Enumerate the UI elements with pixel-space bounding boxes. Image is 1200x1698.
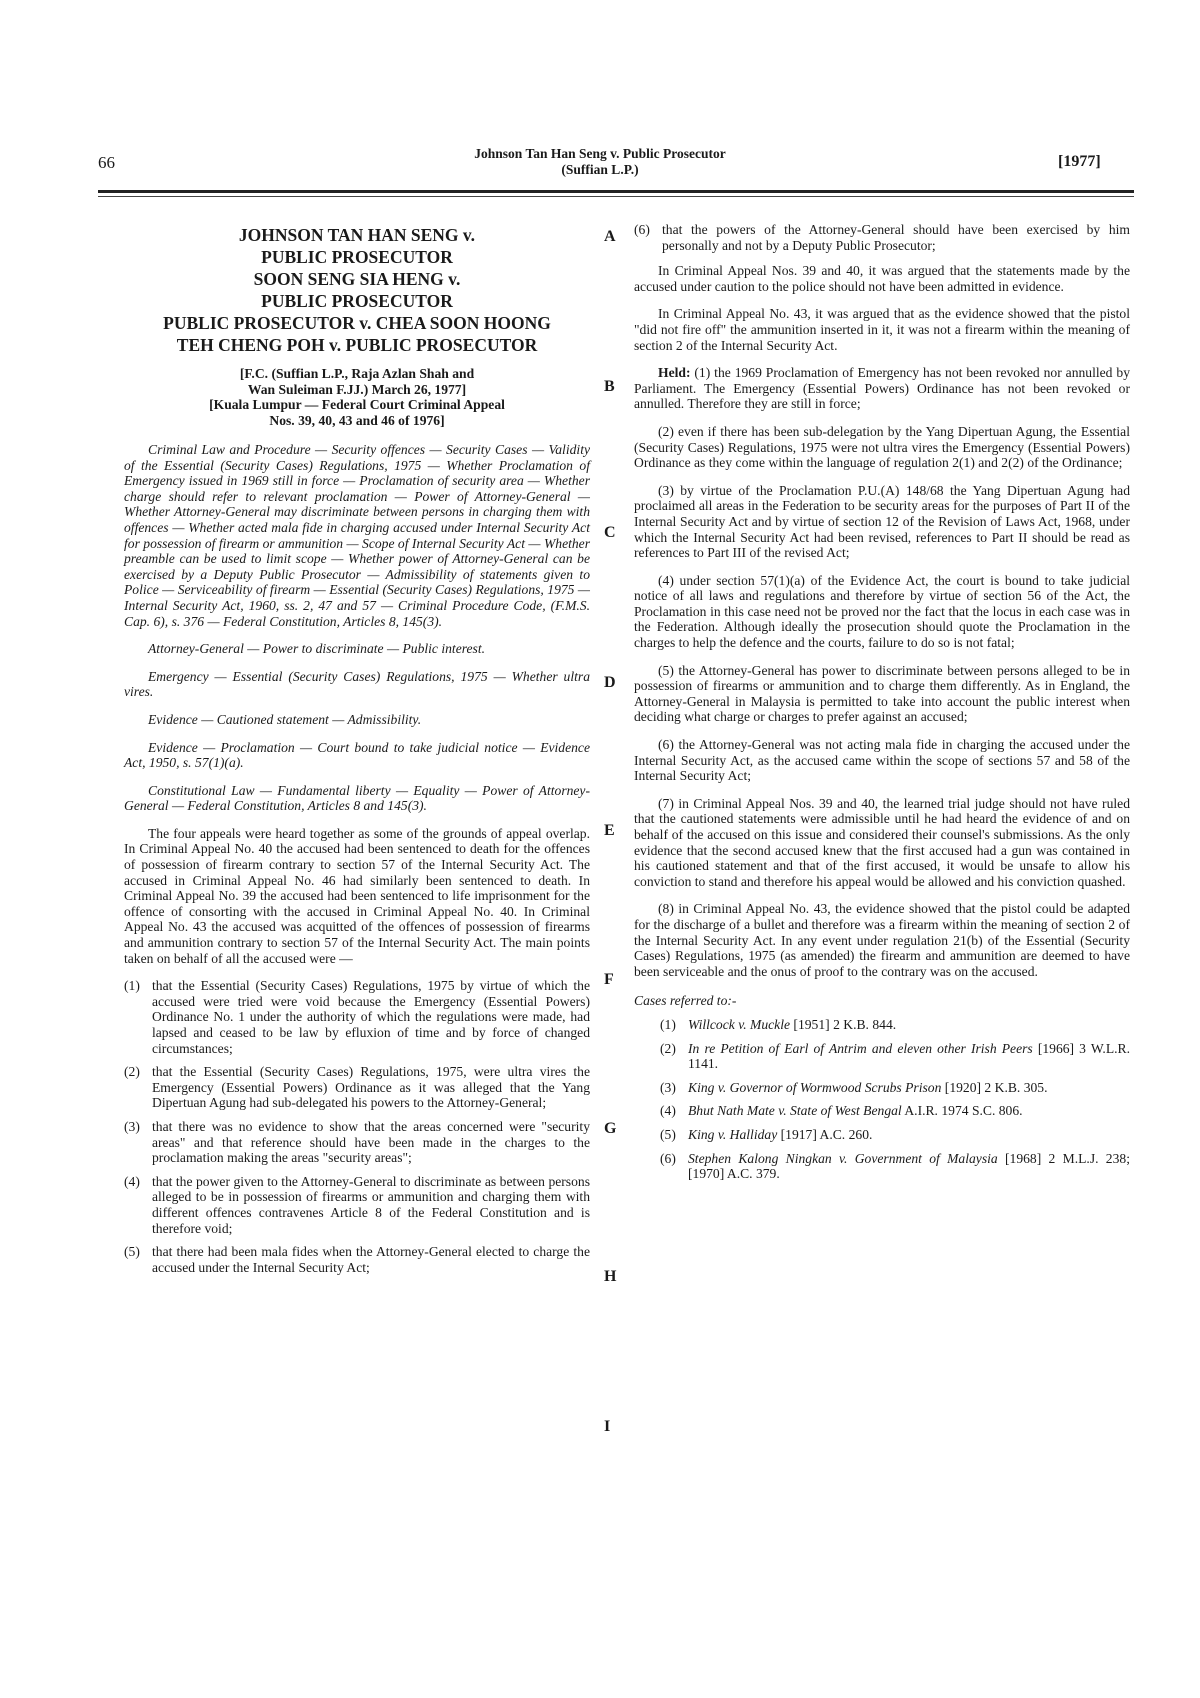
held-label: Held:: [658, 365, 691, 381]
margin-letter-b: B: [604, 378, 615, 395]
point-text: that there had been mala fides when the Attorney-General elected to charge the accused under the Internal Security Act;: [152, 1244, 590, 1275]
margin-letter-g: G: [604, 1120, 617, 1137]
running-head: [350, 146, 850, 178]
title-line: JOHNSON TAN HAN SENG v.: [238, 225, 476, 245]
case-name: Stephen Kalong Ningkan v. Government of Malaysia: [688, 1150, 998, 1166]
case-number: (6): [660, 1150, 676, 1166]
held-paragraph: (7) in Criminal Appeal Nos. 39 and 40, the learned trial judge should not have ruled that the cautioned statements were admissible until he had heard the evidence of and on behalf of the accused on this issue and considered their counsel's submissions. As the only evidence that the second accused knew that the first accused had a gun was contained in his cautioned statement and that of the first accused, it would be unsafe to allow his conviction to stand and therefore his appeal would be allowed and his conviction quashed.: [634, 795, 1130, 889]
margin-letter-c: C: [604, 524, 616, 541]
case-name: Bhut Nath Mate v. State of West Bengal: [688, 1103, 902, 1119]
case-number: (3): [660, 1079, 676, 1095]
held-text: (1) the 1969 Proclamation of Emergency has not been revoked nor annulled by Parliament. The Emergency (Essential Powers) Ordinance has not been revoked or annulled. Therefore they are still in force;: [634, 365, 1130, 412]
point-text: that there was no evidence to show that the areas concerned were "security areas" and that reference should have been made in the charges to the proclamation making the areas "security areas";: [152, 1118, 590, 1166]
case-number: (5): [660, 1126, 676, 1142]
argument-paragraph: In Criminal Appeal Nos. 39 and 40, it was argued that the statements made by the accused under caution to the police should not have been admitted in evidence.: [634, 263, 1130, 294]
held-paragraph: (5) the Attorney-General has power to discriminate between persons alleged to be in possession of firearms or ammunition and to charge them differently. As in England, the Attorney-General in Malaysia is permitted to take into account the public interest when deciding what charge or charges to prefer against an accused;: [634, 662, 1130, 725]
case-name: King v. Halliday: [688, 1126, 778, 1142]
point-number: (1): [124, 978, 140, 994]
title-line: SOON SENG SIA HENG v.: [253, 269, 461, 289]
margin-letter-h: H: [604, 1268, 617, 1285]
case-citation: [1917] A.C. 260.: [777, 1126, 873, 1142]
case-name: In re Petition of Earl of Antrim and eleven other Irish Peers: [688, 1040, 1033, 1056]
case-citation: A.I.R. 1974 S.C. 806.: [901, 1103, 1023, 1119]
header-rule: [98, 190, 1134, 193]
cases-list: [634, 1017, 1130, 1182]
point-text: that the Essential (Security Cases) Regulations, 1975 by virtue of which the accused were tried were void because the Emergency (Essential Powers) Ordinance No. 1 under the authority of which the regulations were made, had lapsed and ceased to be law by efluxion of time and by force of changed circumstances;: [152, 978, 590, 1056]
left-column: [124, 224, 590, 1285]
held-paragraph: (4) under section 57(1)(a) of the Evidence Act, the court is bound to take judicial notice of all laws and regulations and therefore by virtue of section 56 of the Act, the Proclamation in this case need not be proved nor the fact that the locus in each case was in the Federation. Although ideally the prosecution should quote the Proclamation in the charges to help the defence and the courts, failure to do so is not fatal;: [634, 572, 1130, 651]
case-item: [634, 1151, 1130, 1182]
point-item: [124, 1174, 590, 1236]
point-item: [124, 1064, 590, 1111]
point-item: [124, 1244, 590, 1275]
point-text: that the Essential (Security Cases) Regulations, 1975, were ultra vires the Emergency (Essential Powers) Ordinance as it was alleged that the Yang Dipertuan Agung had sub-delegated his powers to the Attorney-General;: [152, 1064, 590, 1111]
case-number: (2): [660, 1040, 676, 1056]
margin-letter-d: D: [604, 674, 616, 691]
points-list: [124, 978, 590, 1275]
catchword-paragraph: Emergency — Essential (Security Cases) Regulations, 1975 — Whether ultra vires.: [124, 668, 590, 700]
held-paragraph: (8) in Criminal Appeal No. 43, the evidence showed that the pistol could be adapted for the discharge of a bullet and therefore was a firearm within the meaning of section 2 of the Internal Security Act. In any event under regulation 21(b) of the Essential (Security Cases) Regulations, 1975 (as amended) the firearm and ammunition are deemed to have been serviceable and the onus of proof to the contrary was on the accused.: [634, 901, 1130, 979]
header-rule-thin: [98, 196, 1134, 197]
margin-letter-f: F: [604, 971, 614, 988]
held-paragraph: (6) the Attorney-General was not acting mala fide in charging the accused under the Internal Security Act, as the accused came within the scope of sections 57 and 58 of the Internal Security Act;: [634, 737, 1130, 784]
case-citation: [1920] 2 K.B. 305.: [941, 1079, 1048, 1095]
cases-referred-heading: Cases referred to:-: [634, 993, 737, 1009]
held-paragraph: [634, 365, 1130, 412]
point-number: (2): [124, 1064, 140, 1080]
catchword-paragraph: Attorney-General — Power to discriminate — Public interest.: [148, 641, 486, 657]
point-item: [124, 978, 590, 1056]
coram-line: [F.C. (Suffian L.P., Raja Azlan Shah and: [239, 366, 475, 381]
title-line: PUBLIC PROSECUTOR v. CHEA SOON HOONG: [163, 313, 551, 333]
point-item: [124, 1119, 590, 1166]
coram: [124, 366, 590, 428]
catchword-paragraph: Constitutional Law — Fundamental liberty — Equality — Power of Attorney-General — Federal Constitution, Articles 8 and 145(3).: [124, 782, 590, 814]
catchword-paragraph: Evidence — Cautioned statement — Admissibility.: [148, 711, 422, 727]
title-line: TEH CHENG POH v. PUBLIC PROSECUTOR: [176, 335, 538, 355]
case-title: [124, 224, 590, 356]
case-item: [634, 1103, 1130, 1119]
point-text: that the power given to the Attorney-General to discriminate as between persons alleged to be in possession of firearms or ammunition and charging them with different offences contravenes Article 8 of the Federal Constitution and is therefore void;: [152, 1173, 590, 1236]
case-name: King v. Governor of Wormwood Scrubs Prison: [688, 1079, 942, 1095]
catchword-paragraph: Evidence — Proclamation — Court bound to take judicial notice — Evidence Act, 1950, s. 57(1)(a).: [124, 739, 590, 771]
case-citation: [1968] 2 M.L.J. 238; [1970] A.C. 379.: [688, 1150, 1130, 1182]
case-citation: [1951] 2 K.B. 844.: [790, 1016, 897, 1032]
point-number: (6): [634, 222, 650, 237]
coram-line: Wan Suleiman F.JJ.) March 26, 1977]: [247, 381, 467, 397]
title-line: PUBLIC PROSECUTOR: [261, 291, 453, 311]
running-head-case: Johnson Tan Han Seng v. Public Prosecutor: [474, 146, 726, 161]
held-paragraph: (2) even if there has been sub-delegation by the Yang Dipertuan Agung, the Essential (Security Cases) Regulations, 1975 were not ultra vires the Emergency (Essential Powers) Ordinance as they come within the language of regulation 2(1) and 2(2) of the Ordinance;: [634, 423, 1130, 471]
points-list-continued: [634, 222, 1130, 253]
case-citation: [1966] 3 W.L.R. 1141.: [688, 1040, 1130, 1072]
margin-letter-i: I: [604, 1418, 611, 1435]
case-number: (4): [660, 1103, 676, 1119]
point-number: (4): [124, 1173, 140, 1189]
catchword-paragraph: Criminal Law and Procedure — Security offences — Security Cases — Validity of the Essential (Security Cases) Regulations, 1975 — Whether Proclamation of Emergency issued in 1969 still in force — Proclamation of security area — Whether charge should refer to relevant proclamation — Power of Attorney-General — Whether Attorney-General may discriminate between persons in charging them with offences — Whether acted mala fide in charging accused under Internal Security Act for possession of firearm or ammunition — Scope of Internal Security Act — Whether preamble can be used to limit scope — Whether power of Attorney-General can be exercised by a Deputy Public Prosecutor — Admissibility of statements given to Police — Serviceability of firearm — Essential (Security Cases) Regulations, 1975 — Internal Security Act, 1960, ss. 2, 47 and 57 — Criminal Procedure Code, (F.M.S. Cap. 6), s. 376 — Federal Constitution, Articles 8, 145(3).: [124, 442, 590, 629]
point-text: that the powers of the Attorney-General should have been exercised by him personally and not by a Deputy Public Prosecutor;: [662, 222, 1130, 253]
running-head-judge: (Suffian L.P.): [561, 162, 639, 177]
margin-letter-e: E: [604, 822, 615, 839]
argument-paragraph: In Criminal Appeal No. 43, it was argued that as the evidence showed that the pistol "did not fire off" the ammunition inserted in it, it was not a firearm within the meaning of section 2 of the Internal Security Act.: [634, 306, 1130, 353]
page-number: 66: [98, 153, 115, 172]
report-year: [1977]: [1058, 153, 1101, 170]
case-item: [634, 1041, 1130, 1072]
coram-line: [Kuala Lumpur — Federal Court Criminal Appeal: [209, 397, 505, 412]
case-item: [634, 1017, 1130, 1033]
held-paragraph: (3) by virtue of the Proclamation P.U.(A) 148/68 the Yang Dipertuan Agung had proclaimed all areas in the Federation to be security areas for the purposes of Part II of the Internal Security Act and by virtue of section 12 of the Revision of Laws Act, 1968, under which the Internal Security Act had been revised, references to Part II should be read as references to Part III of the revised Act;: [634, 482, 1130, 561]
point-number: (3): [124, 1118, 140, 1134]
case-name: Willcock v. Muckle: [688, 1016, 791, 1032]
point-item: [634, 222, 1130, 253]
right-column: [634, 222, 1130, 1190]
facts-paragraph: The four appeals were heard together as some of the grounds of appeal overlap. In Criminal Appeal No. 40 the accused had been sentenced to death for the offences of possession of firearm contrary to section 57 of the Internal Security Act. The accused in Criminal Appeal No. 46 had similarly been sentenced to death. In Criminal Appeal No. 39 the accused had been sentenced to life imprisonment for the offence of consorting with the accused in Criminal Appeal No. 40. In Criminal Appeal No. 43 the accused was acquitted of the offences of possession of firearms and ammunition contrary to section 57 of the Internal Security Act. The main points taken on behalf of all the accused were —: [124, 825, 590, 966]
point-number: (5): [124, 1244, 140, 1260]
title-line: PUBLIC PROSECUTOR: [261, 247, 453, 267]
coram-line: Nos. 39, 40, 43 and 46 of 1976]: [269, 412, 445, 428]
case-number: (1): [660, 1016, 676, 1032]
margin-letter-a: A: [604, 228, 616, 245]
case-item: [634, 1127, 1130, 1143]
case-item: [634, 1080, 1130, 1096]
